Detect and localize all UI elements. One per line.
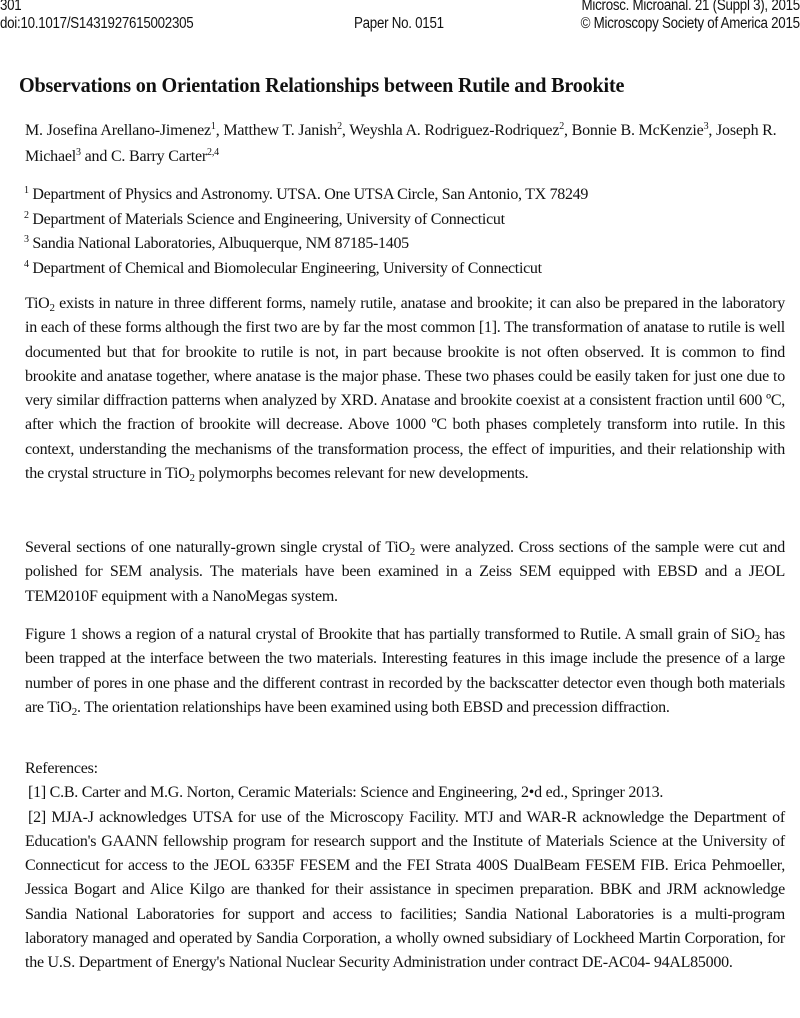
- affiliation-text: Department of Physics and Astronomy. UTSA. One UTSA Circle, San Antonio, TX 78249: [32, 186, 589, 203]
- subscript: 2: [71, 705, 77, 718]
- author-name: Bonnie B. McKenzie: [571, 122, 704, 139]
- text-run: were analyzed. Cross sections of the sample were cut and polished for SEM analysis. The materials have been examined in a Zeiss SEM equipped with EBSD and a JEOL TEM2010F equipment with a NanoMegas system.: [25, 539, 785, 605]
- paper-title: Observations on Orientation Relationships between Rutile and Brookite: [19, 73, 625, 97]
- author-affiliation-mark: 1: [210, 121, 216, 132]
- references-section: [25, 757, 785, 976]
- body-paragraph-methods: [25, 536, 785, 609]
- author-separator: and: [80, 148, 111, 165]
- author-affiliation-mark: 2,4: [207, 147, 219, 158]
- affiliation-number: 3: [24, 234, 29, 245]
- copyright-notice: © Microscopy Society of America 2015: [580, 15, 800, 32]
- affiliation-item: [24, 183, 784, 208]
- affiliation-item: [24, 208, 784, 233]
- text-run: TiO: [25, 295, 50, 312]
- author-affiliation-mark: 3: [703, 121, 709, 132]
- author-affiliation-mark: 2: [559, 121, 565, 132]
- author-separator: ,: [708, 122, 717, 139]
- references-heading: References:: [25, 760, 98, 777]
- author-separator: ,: [215, 122, 224, 139]
- author-name: C. Barry Carter: [110, 148, 208, 165]
- affiliation-item: [24, 257, 784, 282]
- author-name: Weyshla A. Rodriguez-Rodriquez: [349, 122, 560, 139]
- affiliation-text: Department of Materials Science and Engineering, University of Connecticut: [32, 210, 505, 228]
- journal-citation: Microsc. Microanal. 21 (Suppl 3), 2015: [581, 0, 800, 14]
- author-name: Matthew T. Janish: [223, 122, 338, 139]
- page-number: 301: [0, 0, 22, 14]
- doi-link[interactable]: doi:10.1017/S1431927615002305: [0, 15, 194, 32]
- text-run: . The orientation relationships have been examined using both EBSD and precession diffraction.: [76, 698, 670, 716]
- author-list: [25, 118, 785, 170]
- subscript: 2: [754, 633, 761, 645]
- text-run: exists in nature in three different forms, namely rutile, anatase and brookite; it can also be prepared in the laboratory in each of these forms although the first two are by far the most common [1]. The transformation of anatase to rutile is well documented but that for brookite to rutile is not, in part because brookite is not often observed. It is common to find brookite and anatase together, where anatase is the major phase. These two phases could be easily taken for just one due to very similar diffraction patterns when analyzed by XRD. Anatase and brookite coexist at a consistent fraction until 600 ºC, after which the fraction of brookite will decrease. Above 1000 ºC both phases completely transform into rutile. In this context, understanding the mechanisms of the transformation process, the effect of impurities, and their relationship with the crystal structure in TiO: [25, 295, 785, 483]
- text-run: Several sections of one naturally-grown single crystal of TiO: [25, 539, 410, 556]
- body-paragraph-intro: [25, 292, 785, 486]
- text-run: has been trapped at the interface between the two materials. Interesting features in this image include the presence of a large number of pores in one phase and the different contrast in recorded by the backscatter detector even though both materials are TiO: [25, 626, 786, 716]
- text-run: polymorphs becomes relevant for new developments.: [194, 465, 529, 483]
- body-paragraph-results: [25, 623, 785, 720]
- subscript: 2: [409, 546, 416, 558]
- affiliation-number: 1: [24, 185, 29, 196]
- subscript: 2: [189, 472, 195, 485]
- affiliation-item: [24, 232, 784, 257]
- affiliation-text: Department of Chemical and Biomolecular Engineering, University of Connecticut: [32, 259, 542, 277]
- affiliation-list: [24, 183, 784, 281]
- affiliation-number: 4: [24, 258, 29, 270]
- text-run: Figure 1 shows a region of a natural crystal of Brookite that has partially transformed to Rutile. A small grain of SiO: [25, 626, 755, 643]
- author-name: Joseph R. Michael: [25, 122, 777, 165]
- affiliation-text: Sandia National Laboratories, Albuquerque, NM 87185-1405: [32, 235, 409, 252]
- reference-item: [2] MJA-J acknowledges UTSA for use of the Microscopy Facility. MTJ and WAR-R acknowledge the Department of Education's GAANN fellowship program for research support and the Institute of Materials Science at the University of Connecticut for access to the JEOL 6335F FESEM and the FEI Strata 400S DualBeam FESEM FIB. Erica Pehmoeller, Jessica Bogart and Alice Kilgo are thanked for their assistance in specimen preparation. BBK and JRM acknowledge Sandia National Laboratories for support and access to facilities; Sandia National Laboratories is a multi-program laboratory managed and operated by Sandia Corporation, a wholly owned subsidiary of Lockheed Martin Corporation, for the U.S. Department of Energy's National Nuclear Security Administration under contract DE-AC04- 94AL85000.: [25, 808, 785, 972]
- subscript: 2: [49, 302, 55, 314]
- paper-number: Paper No. 0151: [354, 15, 444, 32]
- author-separator: ,: [341, 122, 350, 139]
- author-name: M. Josefina Arellano-Jimenez: [25, 122, 211, 139]
- author-affiliation-mark: 2: [337, 121, 342, 132]
- author-affiliation-mark: 3: [76, 147, 81, 158]
- reference-item: [1] C.B. Carter and M.G. Norton, Ceramic Materials: Science and Engineering, 2•d ed., Springer 2013.: [28, 784, 664, 802]
- affiliation-number: 2: [24, 209, 29, 221]
- author-separator: ,: [564, 122, 572, 139]
